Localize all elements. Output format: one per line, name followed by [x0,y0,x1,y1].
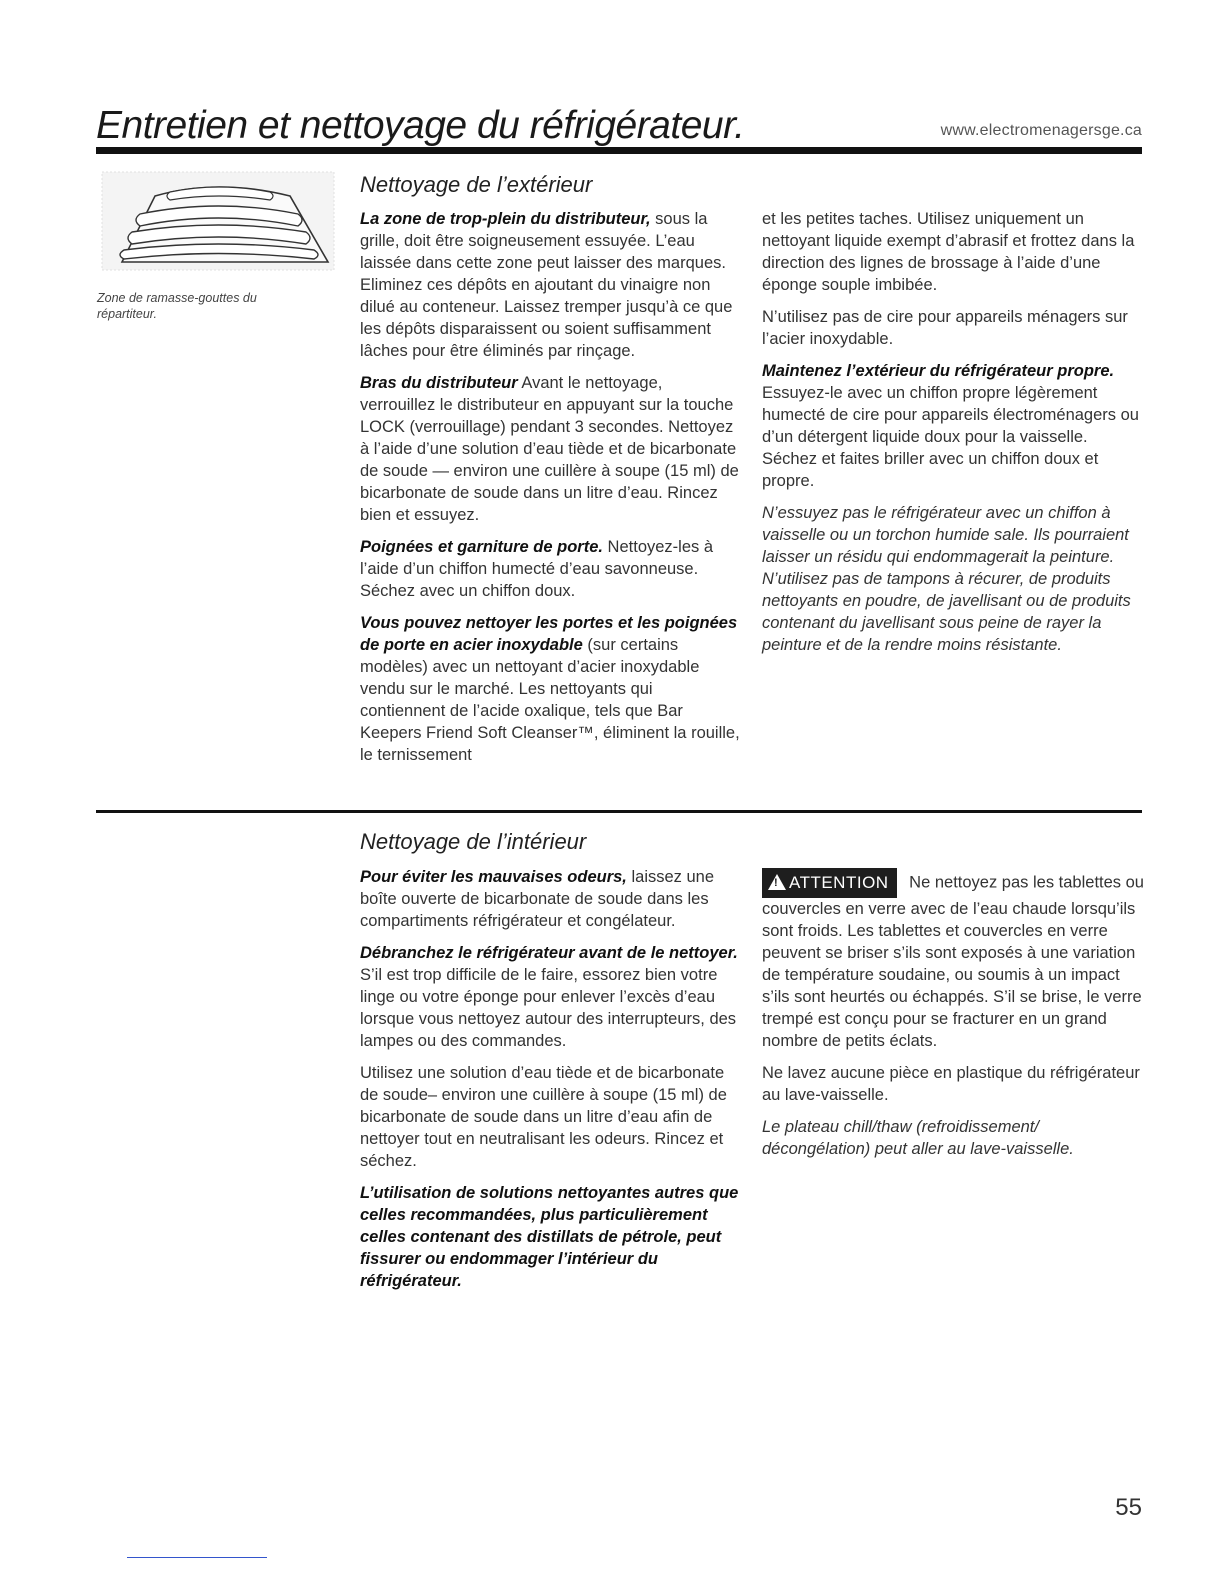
paragraph [360,208,742,362]
paragraph-text: sous la grille, doit être soigneusement essuyée. L’eau laissée dans cette zone peut laisser des marques. Eliminez ces dépôts en ajoutant du vinaigre non dilué au conteneur. Laissez tremper jusqu’à ce que les dépôts disparaissent ou soient suffisamment lâches pour être éliminés par rinçage. [360,210,733,360]
page-title: Entretien et nettoyage du réfrigérateur. [96,104,745,147]
caution-note: N’essuyez pas le réfrigérateur avec un chiffon à vaisselle ou un torchon humide sale. Ils pourraient laisser un résidu qui endommagerait la peinture. N’utilisez pas de tampons à récurer, de produits nettoyants en poudre, de javellisant ou de produits contenant du javellisant sous peine de rayer la peinture et de la rendre moins résistante. [762,504,1131,654]
paragraph: et les petites taches. Utilisez uniquement un nettoyant liquide exempt d’abrasif et frottez dans la direction des lignes de brossage à l’aide d’une éponge souple imbibée. [762,210,1135,294]
paragraph [762,868,1144,1052]
attention-label: ATTENTION [789,873,889,892]
paragraph-lead: Débranchez le réfrigérateur avant de le nettoyer. [360,944,738,962]
exterior-column-1 [360,208,742,776]
paragraph-text: S’il est trop difficile de le faire, essorez bien votre linge ou votre éponge pour enlever l’excès d’eau lorsque vous nettoyez autour des interrupteurs, des lampes ou des commandes. [360,966,737,1050]
website-url[interactable]: www.electromenagersge.ca [940,122,1142,139]
paragraph: Ne lavez aucune pièce en plastique du réfrigérateur au lave-vaisselle. [762,1064,1140,1104]
paragraph [360,612,742,766]
paragraph [360,536,742,602]
paragraph-text: Ne nettoyez pas les tablettes ou couvercles en verre avec de l’eau chaude lorsqu’ils sont froids. Les tablettes et couvercles en verre peuvent se briser s’ils sont exposés à une variation de température soudaine, ou soumis à un impact s’ils sont heurtés ou échappés. S’il se brise, le verre trempé est conçu pour se fracturer en un grand nombre de petits éclats. [762,873,1144,1050]
warning-icon: ! [768,874,786,890]
paragraph [360,942,742,1052]
section-divider [96,810,1142,813]
paragraph-lead: Pour éviter les mauvaises odeurs, [360,868,627,886]
paragraph-text: laissez une boîte ouverte de bicarbonate de soude dans les compartiments réfrigérateur et congélateur. [360,868,715,930]
paragraph-lead: Maintenez l’extérieur du réfrigérateur propre. [762,362,1115,380]
note-paragraph: Le plateau chill/thaw (refroidissement/ décongélation) peut aller au lave-vaisselle. [762,1118,1074,1158]
interior-column-1 [360,866,742,1302]
paragraph [762,360,1144,492]
paragraph-lead: Bras du distributeur [360,374,518,392]
footer-rule [127,1557,267,1558]
drip-tray-illustration [100,170,336,280]
paragraph-text: Avant le nettoyage, verrouillez le distributeur en appuyant sur la touche LOCK (verrouillage) pendant 3 secondes. Nettoyez à l’aide d’une solution d’eau tiède et de bicarbonate de soude — environ une cuillère à soupe (15 ml) de bicarbonate de soude dans un litre d’eau. Rincez bien et essuyez. [360,374,739,524]
paragraph-text: Nettoyez-les à l’aide d’un chiffon humecté d’eau savonneuse. Séchez avec un chiffon doux. [360,538,714,600]
exterior-column-2 [762,208,1144,666]
paragraph-lead: Poignées et garniture de porte. [360,538,603,556]
paragraph-text: Essuyez-le avec un chiffon propre légèrement humecté de cire pour appareils électroménagers ou d’un détergent liquide doux pour la vaisselle. Séchez et faites briller avec un chiffon doux et propre. [762,384,1139,490]
paragraph [360,372,742,526]
paragraph-text: (sur certains modèles) avec un nettoyant d’acier inoxydable vendu sur le marché. Les nettoyants qui contiennent de l’acide oxalique, tels que Bar Keepers Friend Soft Cleanser™, éliminent la rouille, le ternissement [360,636,740,764]
figure-caption: Zone de ramasse-gouttes du répartiteur. [97,291,257,321]
paragraph: Utilisez une solution d’eau tiède et de bicarbonate de soude– environ une cuillère à soupe (15 ml) de bicarbonate de soude dans un litre d’eau afin de nettoyer tout en neutralisant les odeurs. Rincez et séchez. [360,1064,727,1170]
paragraph-lead: Vous pouvez nettoyer les portes et les poignées de porte en acier inoxydable [360,614,738,654]
paragraph: N’utilisez pas de cire pour appareils ménagers sur l’acier inoxydable. [762,308,1128,348]
warning-paragraph: L’utilisation de solutions nettoyantes autres que celles recommandées, plus particulièrement celles contenant des distillats de pétrole, peut fissurer ou endommager l’intérieur du réfrigérateur. [360,1184,739,1290]
header-rule [96,147,1142,154]
page-number: 55 [1115,1494,1142,1521]
paragraph [360,866,742,932]
attention-badge [762,868,897,898]
exterior-heading: Nettoyage de l’extérieur [360,172,593,197]
paragraph-lead: La zone de trop-plein du distributeur, [360,210,651,228]
interior-column-2 [762,868,1144,1170]
interior-heading: Nettoyage de l’intérieur [360,829,587,854]
